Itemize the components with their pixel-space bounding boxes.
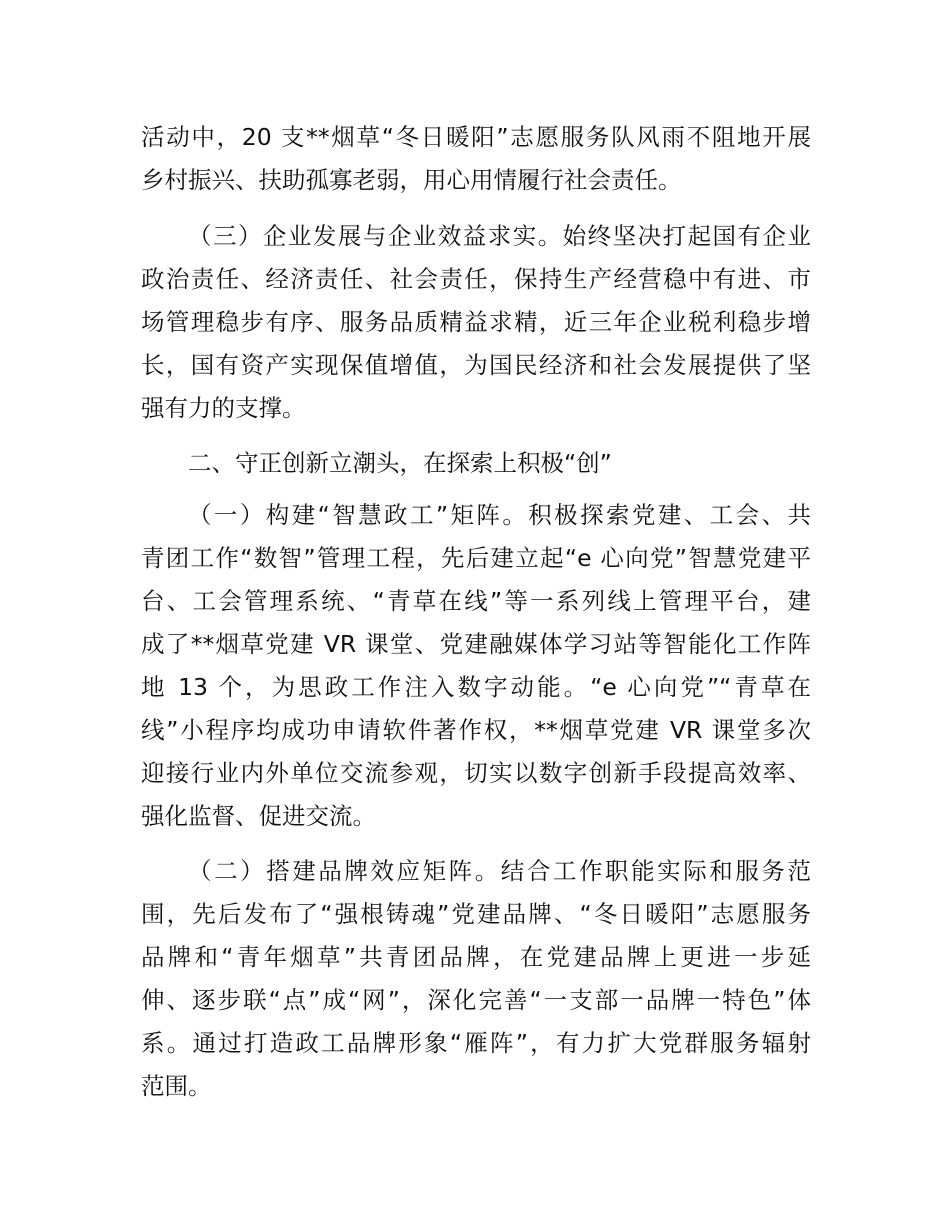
- text-line: [0, 978, 950, 1022]
- text-line-content: （一）构建“智慧政工”矩阵。积极探索党建、工会、共: [188, 501, 811, 529]
- text-line: [0, 622, 950, 666]
- text-line: [0, 579, 950, 623]
- text-line-content: 强化监督、促进交流。: [141, 802, 376, 830]
- text-line: [0, 1064, 950, 1108]
- section-heading-text: 二、守正创新立潮头，在探索上积极“创”: [188, 449, 612, 477]
- text-line: [0, 386, 950, 430]
- text-line: [0, 158, 950, 202]
- paragraph-heading-line: [0, 214, 950, 258]
- text-line-content: 线”小程序均成功申请软件著作权，**烟草党建 VR 课堂多次: [141, 716, 811, 744]
- text-line: [0, 115, 950, 159]
- text-line: [0, 708, 950, 752]
- text-line: [0, 794, 950, 838]
- text-line: [0, 257, 950, 301]
- text-line-content: 强有力的支撑。: [141, 394, 306, 422]
- text-line-content: 系。通过打造政工品牌形象“雁阵”，有力扩大党群服务辐射: [141, 1029, 811, 1057]
- text-line-content: 伸、逐步联“点”成“网”，深化完善“一支部一品牌一特色”体: [141, 986, 811, 1014]
- text-line-content: （二）搭建品牌效应矩阵。结合工作职能实际和服务范: [188, 857, 811, 885]
- text-line: [0, 343, 950, 387]
- text-line-content: 青团工作“数智”管理工程，先后建立起“e 心向党”智慧党建平: [141, 544, 811, 572]
- text-line-content: 品牌和“青年烟草”共青团品牌，在党建品牌上更进一步延: [141, 943, 811, 971]
- text-line-content: 迎接行业内外单位交流参观，切实以数字创新手段提高效率、: [141, 759, 811, 787]
- text-line-content: 地 13 个，为思政工作注入数字动能。“e 心向党”“青草在: [141, 673, 811, 701]
- text-line-content: 范围。: [141, 1072, 212, 1100]
- text-line-content: 活动中，20 支**烟草“冬日暖阳”志愿服务队风雨不阻地开展: [141, 123, 811, 151]
- text-line-content: 场管理稳步有序、服务品质精益求精，近三年企业税利稳步增: [141, 308, 811, 336]
- paragraph-heading-line: [0, 849, 950, 893]
- text-line: [0, 300, 950, 344]
- text-line-content: 乡村振兴、扶助孤寡老弱，用心用情履行社会责任。: [141, 166, 682, 194]
- text-line-content: （三）企业发展与企业效益求实。始终坚决打起国有企业: [188, 222, 811, 250]
- section-heading: [0, 441, 950, 485]
- text-line-content: 成了**烟草党建 VR 课堂、党建融媒体学习站等智能化工作阵: [141, 630, 811, 658]
- text-line-content: 政治责任、经济责任、社会责任，保持生产经营稳中有进、市: [141, 265, 811, 293]
- text-line-content: 台、工会管理系统、“青草在线”等一系列线上管理平台，建: [141, 587, 811, 615]
- text-line: [0, 935, 950, 979]
- text-line: [0, 751, 950, 795]
- text-line: [0, 665, 950, 709]
- text-line-content: 长，国有资产实现保值增值，为国民经济和社会发展提供了坚: [141, 351, 811, 379]
- text-line-content: 围，先后发布了“强根铸魂”党建品牌、“冬日暖阳”志愿服务: [141, 900, 811, 928]
- text-line: [0, 892, 950, 936]
- text-line: [0, 536, 950, 580]
- text-line: [0, 1021, 950, 1065]
- paragraph-heading-line: [0, 493, 950, 537]
